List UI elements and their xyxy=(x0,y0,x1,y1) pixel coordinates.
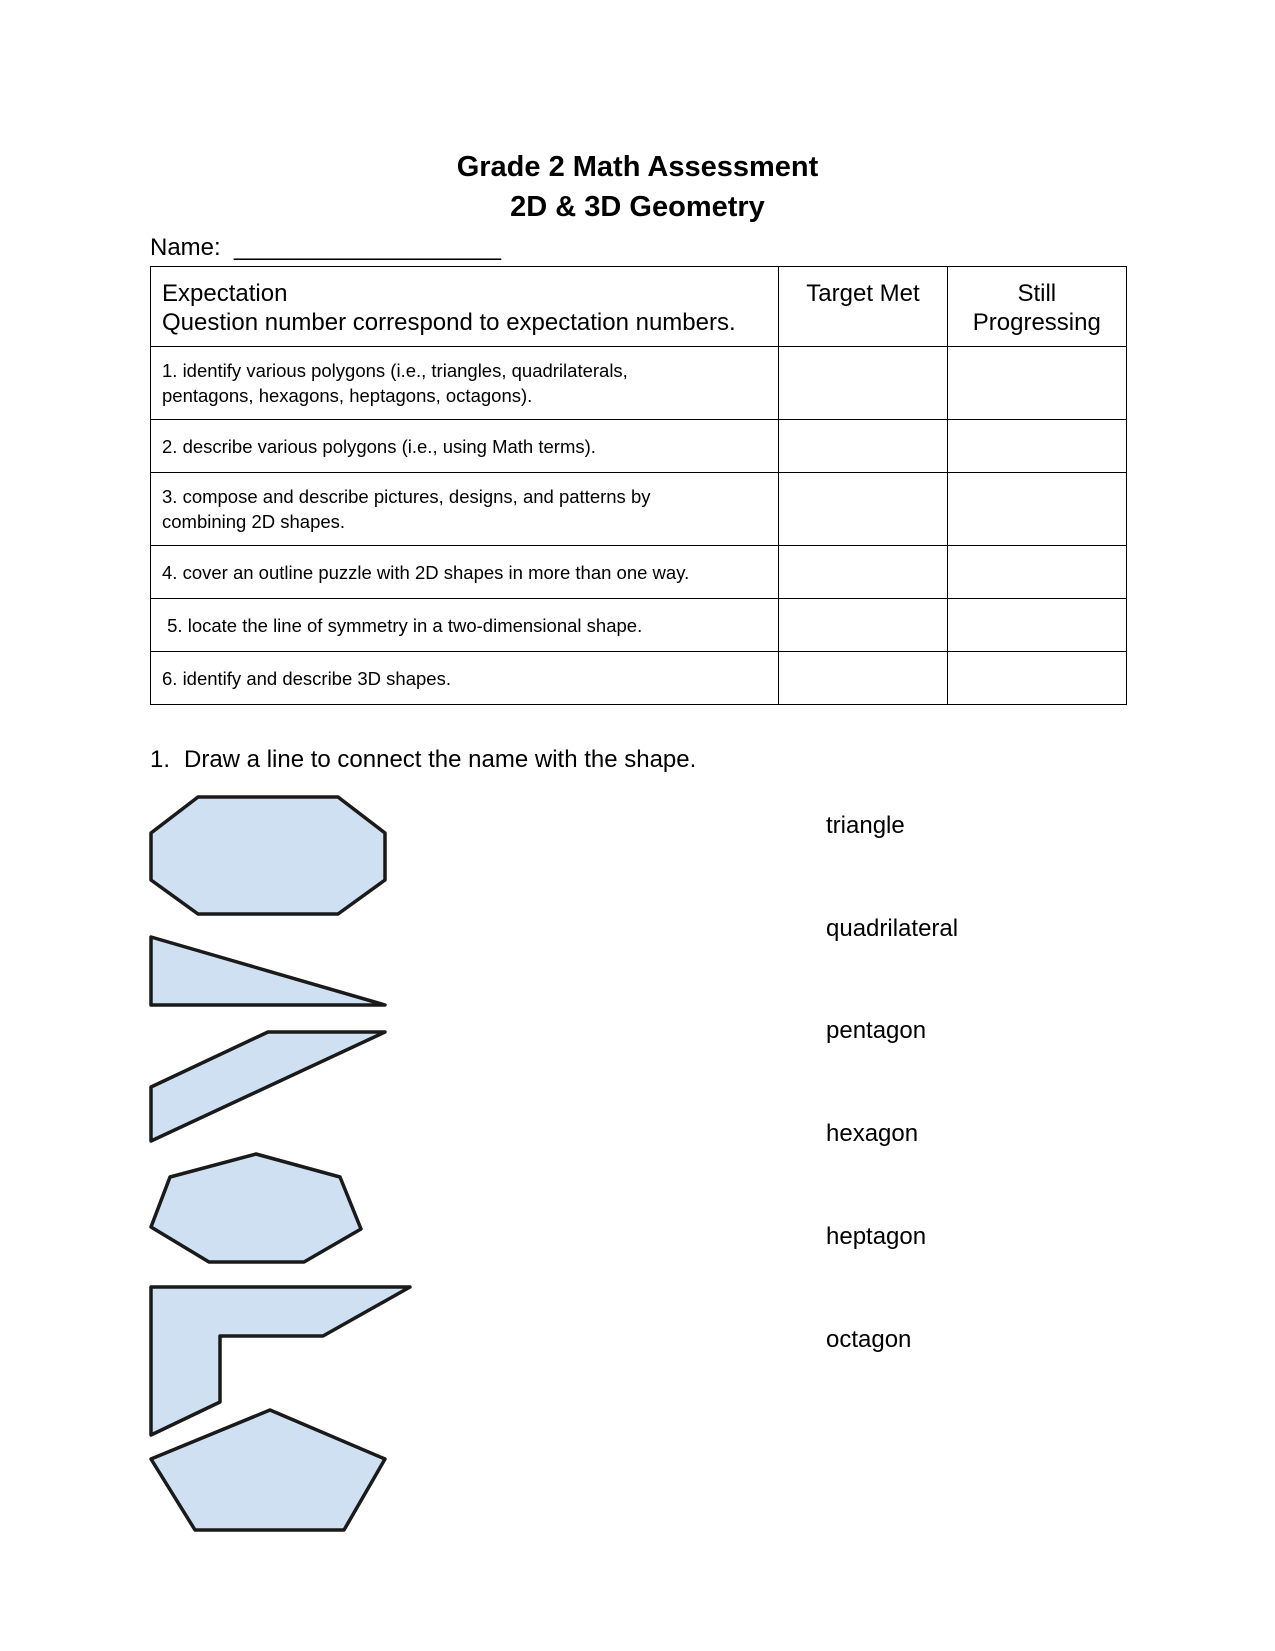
still-progressing-line1: Still xyxy=(1017,280,1057,307)
word-triangle[interactable]: triangle xyxy=(826,812,905,839)
expectation-text: 2. describe various polygons (i.e., using Math terms). xyxy=(162,435,596,457)
quadrilateral-shape[interactable] xyxy=(151,1032,385,1141)
name-label: Name: xyxy=(150,234,221,261)
still-progressing-line2: Progressing xyxy=(972,309,1101,336)
name-blank[interactable]: ____________________ xyxy=(234,234,501,261)
triangle-shape[interactable] xyxy=(151,937,385,1005)
word-hexagon[interactable]: hexagon xyxy=(826,1120,919,1147)
word-quadrilateral[interactable]: quadrilateral xyxy=(826,915,959,942)
word-heptagon[interactable]: heptagon xyxy=(826,1223,927,1250)
expectation-text: 6. identify and describe 3D shapes. xyxy=(162,667,451,689)
expectation-text: 3. compose and describe pictures, designs, and patterns by xyxy=(162,486,651,507)
word-pentagon[interactable]: pentagon xyxy=(826,1017,927,1044)
expectation-text: 4. cover an outline puzzle with 2D shapes in more than one way. xyxy=(162,561,690,583)
target-met-header: Target Met xyxy=(779,267,947,347)
expectation-text-cont: pentagons, hexagons, heptagons, octagons). xyxy=(162,385,533,406)
expectation-text: 1. identify various polygons (i.e., triangles, quadrilaterals, xyxy=(162,360,628,381)
question-text: Draw a line to connect the name with the shape. xyxy=(184,746,697,773)
question-number: 1. xyxy=(150,746,171,773)
expectation-header-line1: Expectation xyxy=(162,280,288,307)
expectation-header-line2: Question number correspond to expectation numbers. xyxy=(162,309,736,336)
page-title: Grade 2 Math Assessment xyxy=(456,151,819,183)
page-subtitle: 2D & 3D Geometry xyxy=(510,191,765,223)
word-octagon[interactable]: octagon xyxy=(826,1326,912,1353)
expectation-text: 5. locate the line of symmetry in a two-dimensional shape. xyxy=(162,614,643,636)
expectation-text-cont: combining 2D shapes. xyxy=(162,511,346,532)
pentagon-shape[interactable] xyxy=(151,1410,385,1530)
heptagon-shape[interactable] xyxy=(151,1154,361,1262)
octagon-shape[interactable] xyxy=(151,797,385,914)
